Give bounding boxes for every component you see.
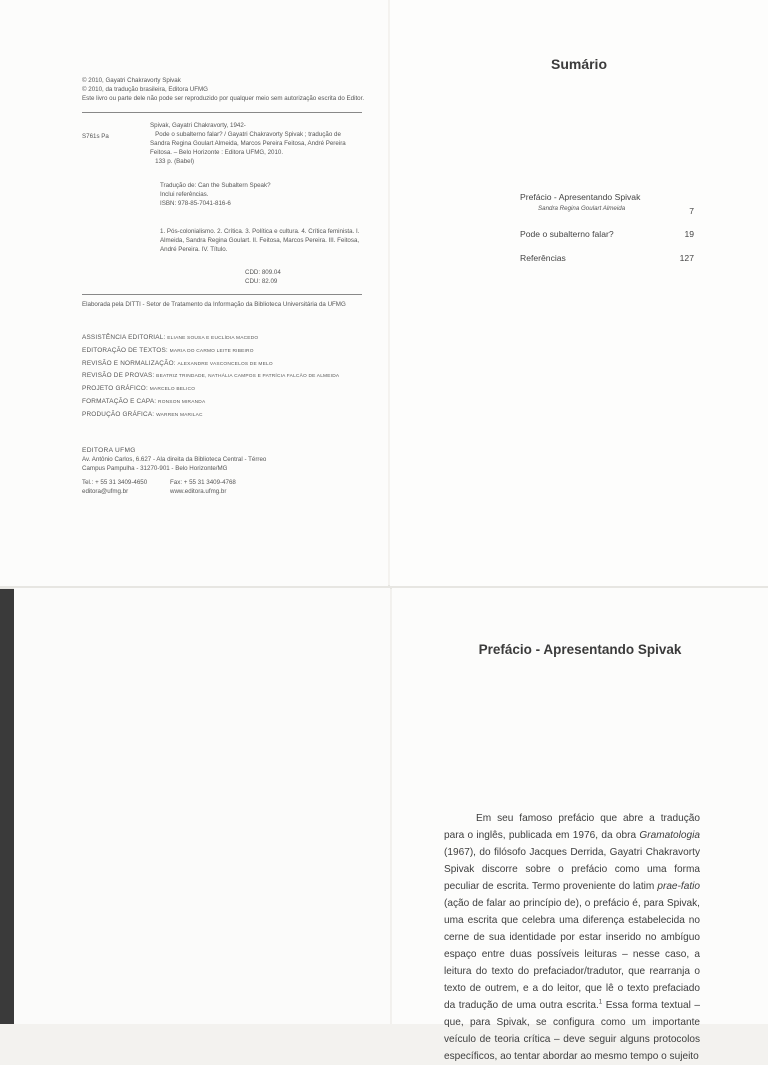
toc-entry-page: 127 xyxy=(679,253,694,263)
toc-entry-title: Prefácio - Apresentando Spivak xyxy=(520,192,641,202)
cip-notes xyxy=(160,181,271,208)
publisher-name: EDITORA UFMG xyxy=(82,447,136,454)
copyright-page xyxy=(0,0,388,586)
toc-entry xyxy=(520,253,694,263)
cip-classification xyxy=(245,268,281,286)
publisher-tel: Tel.: + 55 31 3409-4650 xyxy=(82,479,148,486)
cip-line: Tradução de: Can the Subaltern Speak? xyxy=(160,182,271,189)
italic-title: Gramatologia xyxy=(639,830,700,841)
cip-line: Spivak, Gayatri Chakravorty, 1942- xyxy=(150,122,246,129)
editorial-credits xyxy=(82,332,339,422)
credit-row: REVISÃO DE PROVAS: BEATRIZ TRINDADE, NATHÁLIA CAMPOS E PATRÍCIA FALCÃO DE ALMEIDA xyxy=(82,372,340,380)
publisher-site: www.editora.ufmg.br xyxy=(170,488,227,495)
preface-page xyxy=(392,588,768,1062)
credit-row: PROJETO GRÁFICO: MARCELO BELICO xyxy=(82,385,196,393)
divider xyxy=(82,294,362,295)
cip-line: Sandra Regina Goulart Almeida, Marcos Pereira Feitosa, André Pereira xyxy=(150,140,346,147)
copyright-line: Este livro ou parte dele não pode ser reproduzido por qualquer meio sem autorização escrita do Editor. xyxy=(82,95,365,102)
copyright-line: © 2010, Gayatri Chakravorty Spivak xyxy=(82,77,181,84)
cip-subjects: 1. Pós-colonialismo. 2. Crítica. 3. Política e cultura. 4. Crítica feminista. I. Almeida, Sandra Regina Goulart. II. Feitosa, Marcos Pereira. III. Feitosa, André Pereira. IV. Título. xyxy=(160,228,360,253)
cip-line: Feitosa. – Belo Horizonte : Editora UFMG, 2010. xyxy=(150,149,284,156)
contents-page xyxy=(390,0,768,586)
toc-entry-page: 7 xyxy=(689,206,694,216)
publisher-block xyxy=(82,446,266,473)
toc-entry-title: Pode o subalterno falar? xyxy=(520,229,614,239)
preface-title: Prefácio - Apresentando Spivak xyxy=(478,642,682,657)
copyright-line: © 2010, da tradução brasileira, Editora UFMG xyxy=(82,86,208,93)
contents-title: Sumário xyxy=(550,56,607,72)
toc-entry xyxy=(520,229,694,239)
toc-entry-author: Sandra Regina Goulart Almeida xyxy=(538,205,626,212)
toc-entry-title: Referências xyxy=(520,253,566,263)
cip-code: S761s Pa xyxy=(82,133,109,140)
toc-entry-page: 19 xyxy=(684,229,694,239)
cdd: CDD: 809.04 xyxy=(245,269,281,276)
cip-record xyxy=(150,121,370,166)
cip-line: ISBN: 978-85-7041-816-6 xyxy=(160,200,231,207)
cataloging-note: Elaborada pela DITTI - Setor de Tratamento da Informação da Biblioteca Universitária da UFMG xyxy=(82,301,346,308)
italic-term: prae-fatio xyxy=(657,881,700,892)
publisher-email: editora@ufmg.br xyxy=(82,488,129,495)
credit-row: FORMATAÇÃO E CAPA: RONSON MIRANDA xyxy=(82,397,206,405)
publisher-contact xyxy=(82,478,236,496)
copyright-block xyxy=(82,76,364,103)
blank-page xyxy=(14,588,390,1024)
credit-row: EDITORAÇÃO DE TEXTOS: MARIA DO CARMO LEITE RIBEIRO xyxy=(82,346,254,354)
credit-row: ASSISTÊNCIA EDITORIAL: ELIANE SOUSA E EUCLÍDIA MACEDO xyxy=(82,334,259,341)
divider xyxy=(82,112,362,113)
toc-entry xyxy=(520,192,694,216)
cip-line: 133 p. (Babel) xyxy=(150,158,195,165)
footnote-marker: 1 xyxy=(598,999,603,1006)
cdu: CDU: 82.09 xyxy=(245,278,278,285)
preface-body: Em seu famoso prefácio que abre a tradução para o inglês, publicada em 1976, da obra Gramatologia (1967), do filósofo Jacques Derrida, Gayatri Chakravorty Spivak discorre sobre o prefácio como uma forma peculiar de escrita. Termo proveniente do latim prae-fatio (ação de falar ao princípio de), o prefácio é, para Spivak, uma escrita que celebra uma diferença estabelecida no cerne de sua identidade por estar inserido no ambíguo espaço entre duas possíveis leituras – nesse caso, a leitura do texto do prefaciador/tradutor, que rearranja o texto de outrem, e a do leitor, que lê o texto prefaciado da tradução de uma outra escrita.$^1$ Essa forma textual – que, para Spivak, se configura como um importante veículo de teoria crítica – deve seguir alguns protocolos específicos, ao tentar abordar ao mesmo tempo o sujeito xyxy=(444,813,701,1062)
cip-line: Pode o subalterno falar? / Gayatri Chakravorty Spivak ; tradução de xyxy=(150,131,341,138)
credit-row: REVISÃO E NORMALIZAÇÃO: ALEXANDRE VASCONCELOS DE MELO xyxy=(82,359,273,367)
publisher-address: Av. Antônio Carlos, 6.627 - Ala direita da Biblioteca Central - Térreo xyxy=(82,456,267,463)
publisher-fax: Fax: + 55 31 3409-4768 xyxy=(170,479,236,486)
scan-edge xyxy=(0,588,14,1024)
credit-row: PRODUÇÃO GRÁFICA: WARREN MARILAC xyxy=(82,410,203,418)
publisher-address: Campus Pampulha - 31270-901 - Belo Horizonte/MG xyxy=(82,465,228,472)
cip-line: Inclui referências. xyxy=(160,191,209,198)
